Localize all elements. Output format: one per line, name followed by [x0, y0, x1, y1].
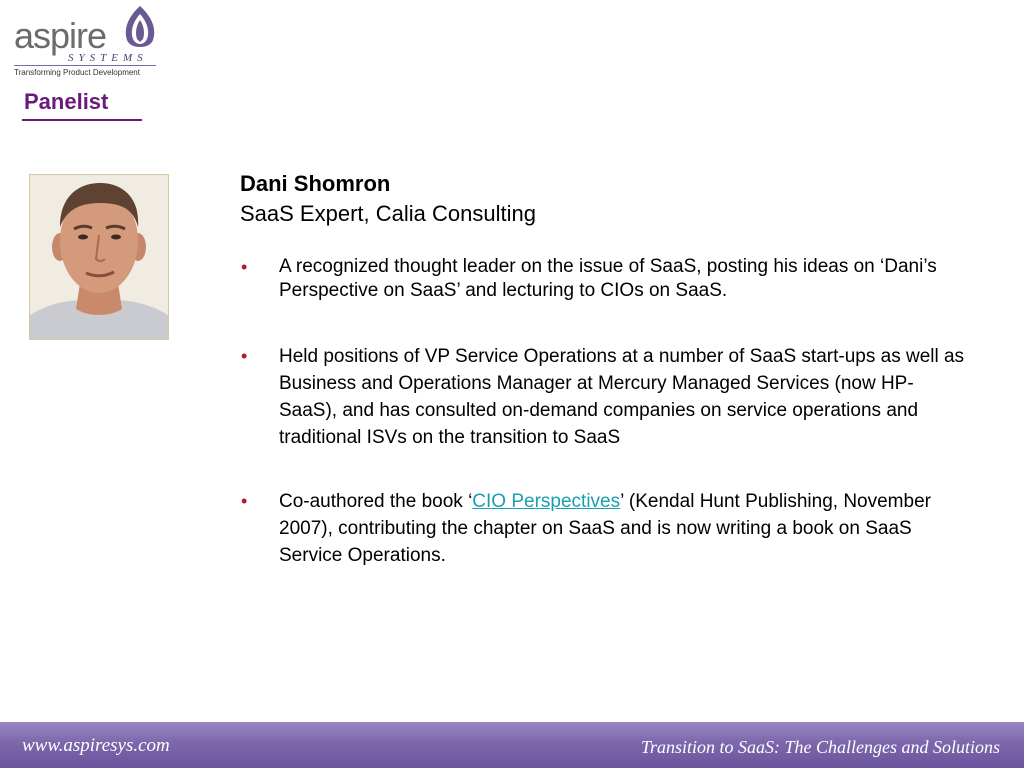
- bio-bullet-text-start: Co-authored the book ‘: [279, 491, 473, 512]
- bio-bullet-text: Held positions of VP Service Operations at a number of SaaS start-ups as well as Business and Operations Manager at Mercury Managed Services (now HP-SaaS), and has consulted on-demand companies on service operations and traditional ISVs on the transition to SaaS: [279, 346, 965, 448]
- footer-presentation-title: Transition to SaaS: The Challenges and Solutions: [640, 737, 1000, 757]
- bio-bullet: [240, 488, 970, 569]
- bio-bullet: [240, 343, 970, 451]
- page-title: Panelist: [24, 89, 109, 114]
- bio-bullet-text: A recognized thought leader on the issue of SaaS, posting his ideas on ‘Dani’s Perspective on SaaS’ and lecturing to CIOs on SaaS.: [279, 256, 937, 301]
- portrait-image: [30, 175, 168, 339]
- bio-bullet-list: [240, 255, 970, 569]
- panelist-photo: [29, 174, 169, 340]
- logo-divider: [14, 65, 156, 66]
- panelist-name: Dani Shomron: [240, 171, 391, 196]
- bio-bullet-text-end: ’ (Kendal Hunt Publishing, November 2007), contributing the chapter on SaaS and is now writing a book on SaaS Service Operations.: [279, 491, 931, 566]
- logo-wordmark: aspire: [14, 15, 107, 56]
- logo-systems: SYSTEMS: [68, 52, 148, 64]
- logo-tagline: Transforming Product Development: [14, 68, 140, 77]
- bullet-dot-icon: •: [241, 257, 248, 277]
- footer-bar: [0, 722, 1024, 768]
- bio-bullet: [240, 255, 970, 303]
- aspire-logo: [12, 4, 160, 78]
- cio-perspectives-link[interactable]: CIO Perspectives: [472, 491, 621, 512]
- footer-url: www.aspiresys.com: [22, 735, 170, 756]
- bullet-dot-icon: •: [241, 346, 248, 366]
- logo-flame-icon: [119, 4, 161, 48]
- title-underline: [22, 119, 142, 121]
- bullet-dot-icon: •: [241, 491, 248, 511]
- panelist-title: SaaS Expert, Calia Consulting: [240, 201, 536, 226]
